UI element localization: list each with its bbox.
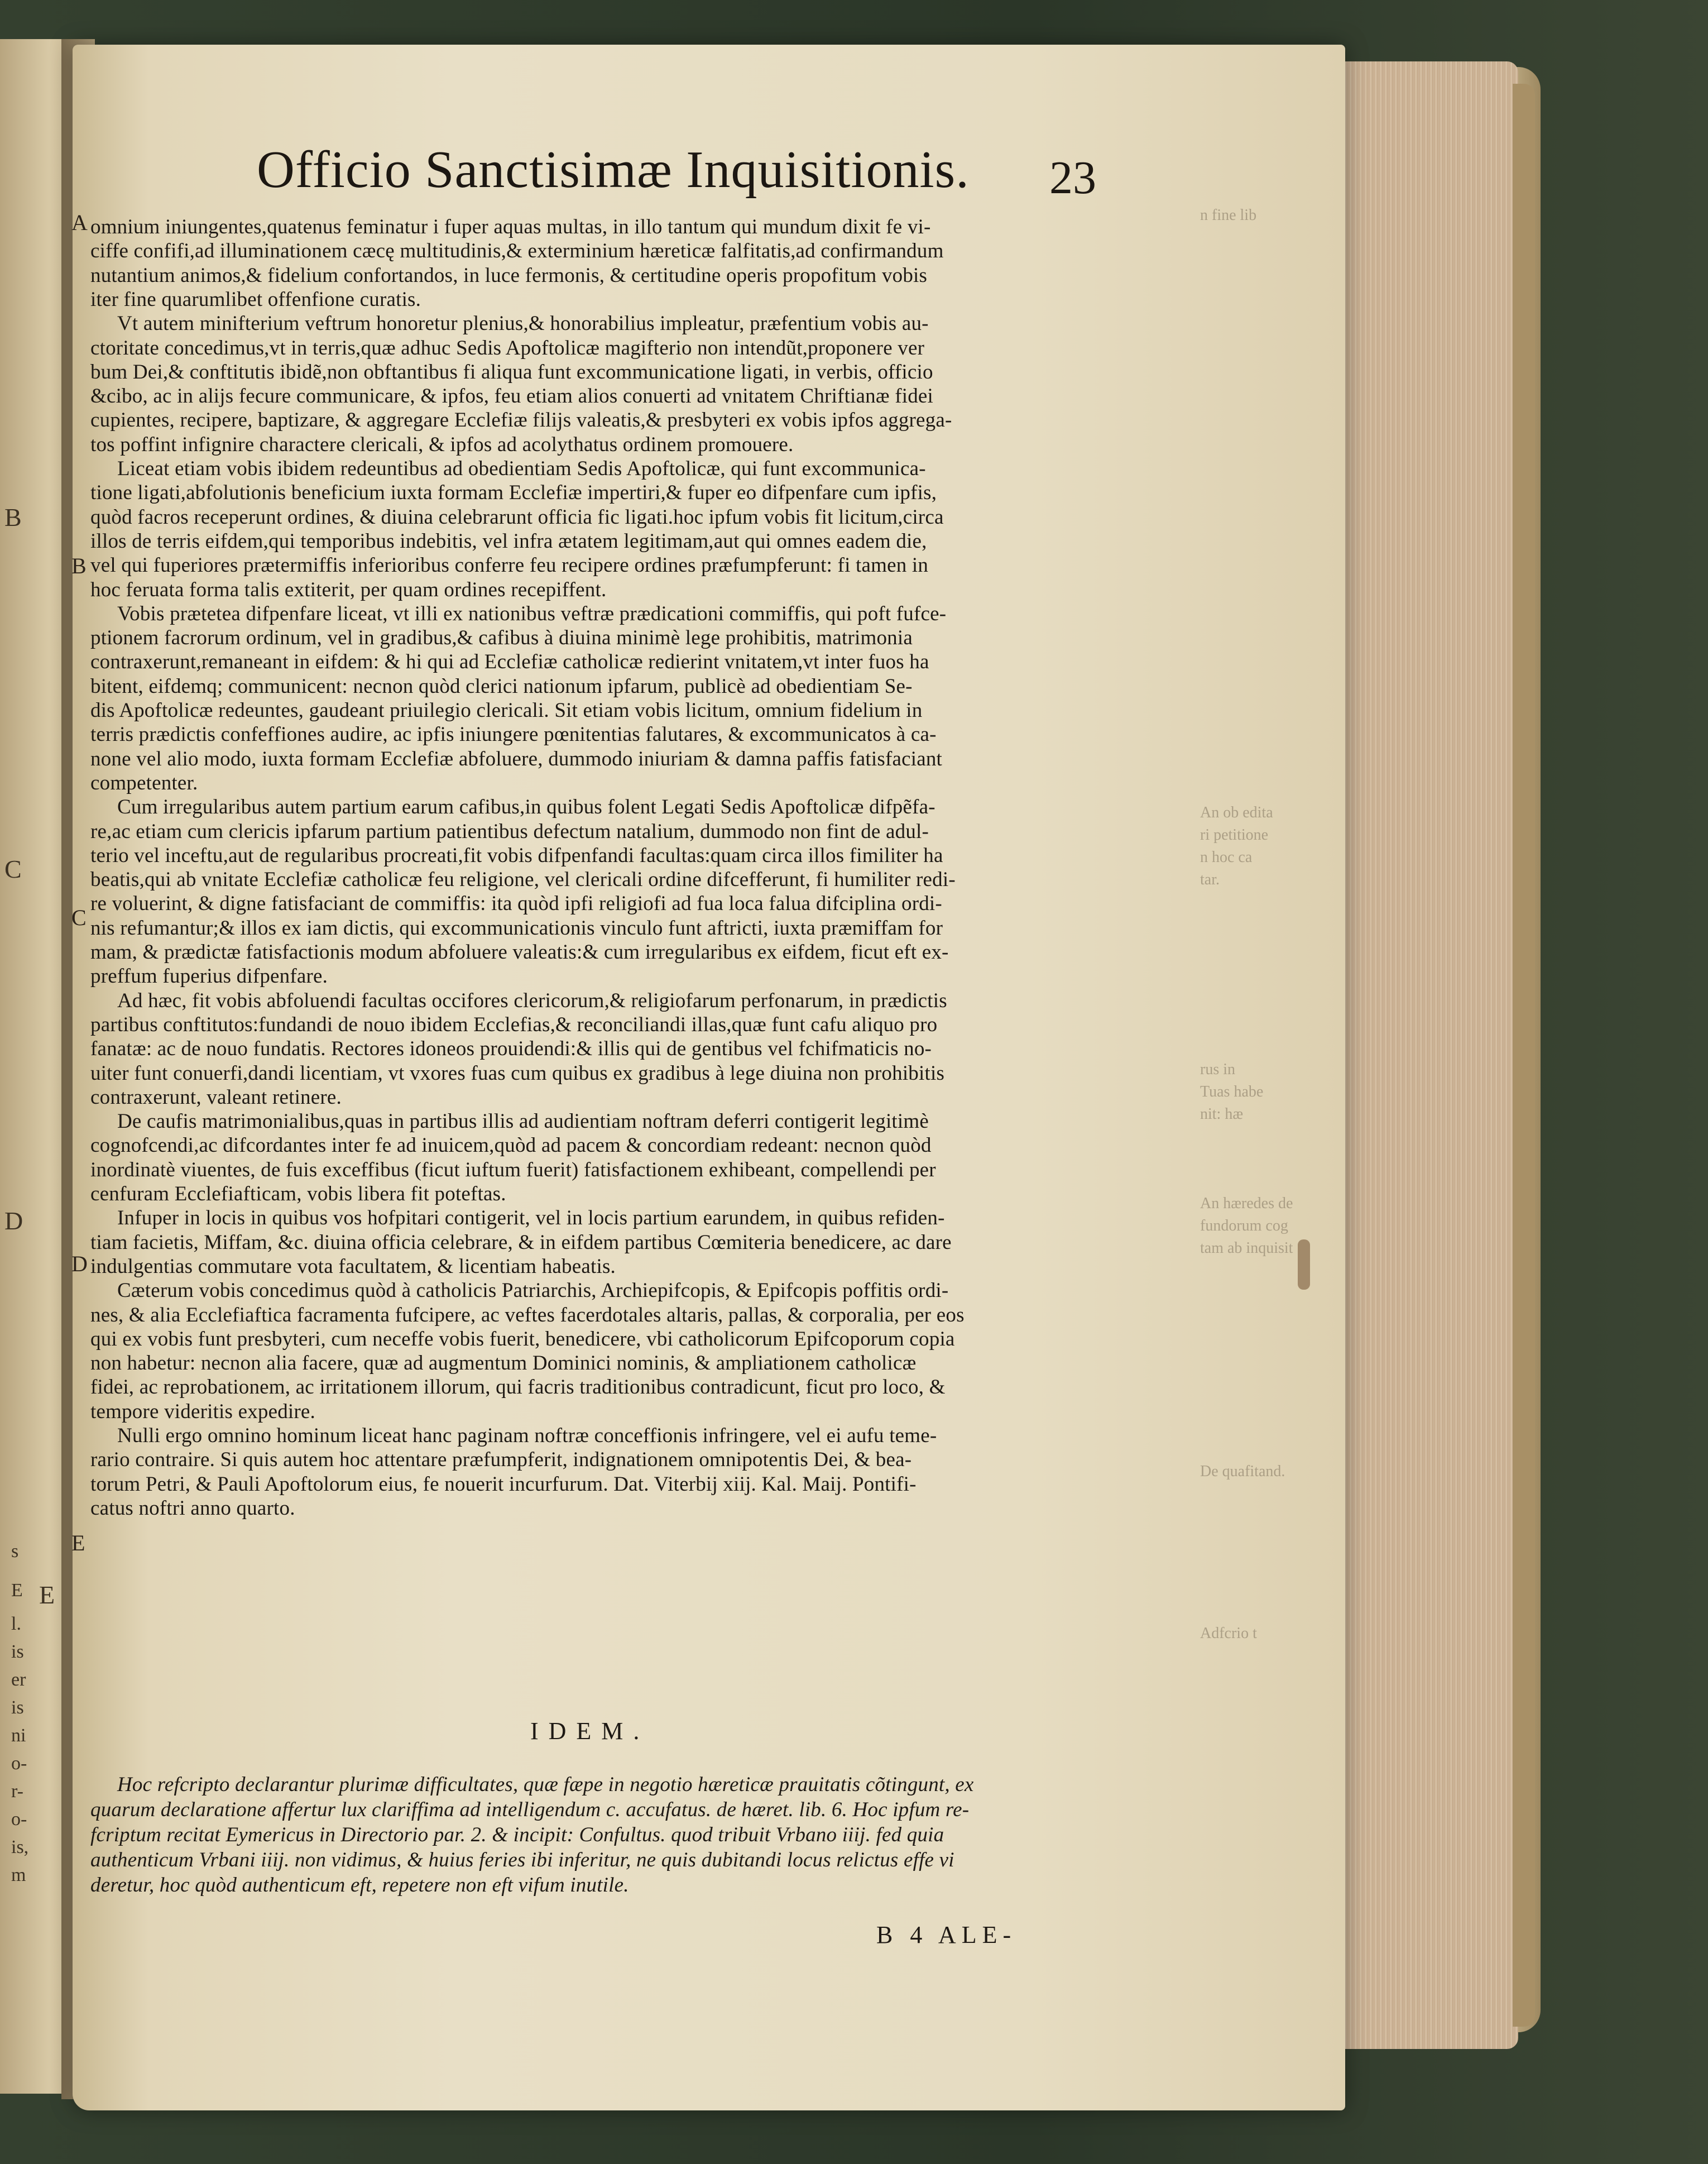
margin-letter: D bbox=[71, 1251, 88, 1276]
body-line: fanatæ: ac de nouo fundatis. Rectores idoneos prouidendi:& illis qui de gentibus vel fchifmaticis no- bbox=[90, 1037, 932, 1061]
body-line: nis refumantur;& illos ex iam dictis, qui excommunicationis vinculo funt aftricti, iuxta præmiffam for bbox=[90, 916, 943, 940]
left-page-letter: er bbox=[11, 1669, 26, 1690]
body-line: contraxerunt,remaneant in eifdem: & hi qui ad Ecclefiæ catholicæ redierint vnitatem,vt inter fuos ha bbox=[90, 650, 929, 674]
body-line: cupientes, recipere, baptizare, & aggregare Ecclefiæ filijs valeatis,& presbyteri ex vobis ipfos aggrega- bbox=[90, 409, 952, 432]
body-line: bitent, eifdemq; communicent: necnon quòd clerici nationum ipfarum, publicè ad obedientiam Se- bbox=[90, 674, 913, 698]
body-line: iter fine quarumlibet offenfione curatis. bbox=[90, 288, 421, 311]
bleed-through-line: tar. bbox=[1200, 871, 1220, 888]
left-page-letter: ni bbox=[11, 1725, 26, 1746]
page-stain bbox=[1298, 1239, 1310, 1290]
italic-line: authenticum Vrbani iiij. non vidimus, & huius feries ibi inferitur, ne quis dubitandi locus relictus effe vi bbox=[90, 1849, 954, 1871]
bleed-through-line: De quafitand. bbox=[1200, 1463, 1285, 1480]
italic-line: quarum declaratione affertur lux clariffima ad intelligendum c. accufatus. de hæret. lib. 6. Hoc ipfum re- bbox=[90, 1798, 970, 1821]
running-head: Officio Sanctisimæ Inquisitionis. bbox=[257, 141, 970, 199]
section-title: IDEM. bbox=[530, 1717, 650, 1745]
bleed-through-line: nit: hæ bbox=[1200, 1105, 1244, 1123]
body-line: mam, & prædictæ fatisfactionis modum abfoluere valeatis:& cum irregularibus ex eifdem, ficut eft ex- bbox=[90, 941, 949, 964]
body-line: Liceat etiam vobis ibidem redeuntibus ad obedientiam Sedis Apoftolicæ, qui funt excommunica- bbox=[117, 457, 926, 480]
body-line: indulgentias commutare vota facultatem, & licentiam habeatis. bbox=[90, 1255, 616, 1278]
italic-line: Hoc refcripto declarantur plurimæ difficultates, quæ fæpe in negotio hæreticæ prauitatis cõtingunt, ex bbox=[117, 1773, 974, 1796]
body-line: hoc feruata forma talis extiterit, per quam ordines recepiffent. bbox=[90, 578, 607, 601]
body-line: non habetur: necnon alia facere, quæ ad augmentum Dominici nominis, & ampliationem catholicæ bbox=[90, 1352, 917, 1375]
body-line: terio vel inceftu,aut de regularibus procreati,fit vobis difpenfandi facultas:quam circa illos fimiliter ha bbox=[90, 844, 943, 867]
margin-letter: A bbox=[71, 210, 88, 235]
body-line: fidei, ac reprobationem, ac irritationem illorum, qui facris traditionibus contradicunt, ficut pro loco, & bbox=[90, 1376, 946, 1399]
body-line: Infuper in locis in quibus vos hofpitari contigerit, vel in locis partium earundem, in quibus refiden- bbox=[117, 1207, 945, 1230]
bleed-through-line: An hæredes de bbox=[1200, 1195, 1293, 1212]
body-line: torum Petri, & Pauli Apoftolorum eius, fe nouerit incurfurum. Dat. Viterbij xiij. Kal. Maij. Pontifi- bbox=[90, 1472, 917, 1496]
margin-letter: B bbox=[71, 553, 87, 578]
italic-line: fcriptum recitat Eymericus in Directorio par. 2. & incipit: Confultus. quod tribuit Vrbano iiij. fed quia bbox=[90, 1823, 944, 1846]
left-page-letter: B bbox=[4, 503, 22, 532]
body-line: ptionem facrorum ordinum, vel in gradibus,& cafibus à diuina minimè lege prohibitis, matrimonia bbox=[90, 626, 913, 650]
left-page-letter: D bbox=[4, 1207, 23, 1235]
bleed-through-line: tam ab inquisit bbox=[1200, 1239, 1293, 1257]
body-line: Nulli ergo omnino hominum liceat hanc paginam noftræ conceffionis infringere, vel ei aufu teme- bbox=[117, 1424, 937, 1447]
body-line: tiam facietis, Miffam, &c. diuina officia celebrare, & in eifdem partibus Cœmiteria benedicere, ac dare bbox=[90, 1231, 952, 1254]
margin-letter: C bbox=[71, 905, 87, 930]
body-line: catus noftri anno quarto. bbox=[90, 1496, 295, 1520]
body-line: Cæterum vobis concedimus quòd à catholicis Patriarchis, Archiepifcopis, & Epifcopis poffitis ordi- bbox=[117, 1279, 949, 1303]
bleed-through-line: n hoc ca bbox=[1200, 849, 1253, 866]
body-line: contraxerunt, valeant retinere. bbox=[90, 1085, 342, 1109]
left-page-letter: is bbox=[11, 1697, 24, 1718]
bleed-through-line: Tuas habe bbox=[1200, 1083, 1264, 1100]
body-line: preffum fuperius difpenfare. bbox=[90, 965, 328, 988]
bleed-through-line: ri petitione bbox=[1200, 826, 1269, 844]
body-line: ciffe confifi,ad illuminationem cæcę multitudinis,& exterminium hæreticæ falfitatis,ad confirmandum bbox=[90, 240, 944, 263]
left-page-letter: l. bbox=[11, 1614, 21, 1634]
left-page-letter: s bbox=[11, 1541, 19, 1562]
left-page-letter: E bbox=[11, 1580, 23, 1601]
margin-letter: E bbox=[71, 1530, 85, 1555]
body-line: omnium iniungentes,quatenus feminatur i fuper aquas multas, in illo tantum qui mundum dixit fe vi- bbox=[90, 216, 931, 238]
body-line: tempore videritis expedire. bbox=[90, 1400, 316, 1423]
body-line: quòd facros receperunt ordines, & diuina celebrarunt officia fic ligati.hoc ipfum vobis fit licitum,circa bbox=[90, 505, 944, 529]
body-line: uiter funt conuerfi,dandi licentiam, vt vxores fuas cum quibus ex gradibus à lege diuina non prohibitis bbox=[90, 1061, 945, 1085]
page-fore-edge bbox=[1317, 61, 1518, 2049]
body-line: bum Dei,& conftitutis ibidẽ,non obftantibus fi aliqua funt excommunicatione ligati, in verbis, officio bbox=[90, 360, 933, 384]
body-line: vel qui fuperiores prætermiffis inferioribus conferre feu recipere ordines præfumpferunt: fi tamen in bbox=[90, 554, 929, 577]
body-line: tos poffint infignire charactere clericali, & ipfos ad acolythatus ordinem promouere. bbox=[90, 433, 794, 456]
body-line: ctoritate concedimus,vt in terris,quæ adhuc Sedis Apoftolicæ magifterio non intendũt,proponere ver bbox=[90, 336, 925, 360]
body-line: &cibo, ac in alijs fecure communicare, & ipfos, feu etiam alios conuerti ad vnitatem Chriftianæ fidei bbox=[90, 385, 933, 408]
left-page-letter: E bbox=[39, 1581, 55, 1609]
body-line: terris prædictis confeffiones audire, ac ipfis iniungere pœnitentias falutares, & excommunicatos à ca- bbox=[90, 723, 937, 746]
body-line: re voluerint, & digne fatisfaciant de commiffis: ita quòd ipfi religiofi ad fua loca falua difciplina ordi- bbox=[90, 892, 942, 916]
body-line: nutantium animos,& fidelium confortandos, in luce fermonis, & certitudine operis propofitum vobis bbox=[90, 264, 928, 287]
body-line: cognofcendi,ac difcordantes inter fe ad inuicem,quòd ad pacem & concordiam redeant: necnon quòd bbox=[90, 1134, 932, 1157]
body-line: inordinatè viuentes, de fuis exceffibus (ficut iuftum fuerit) fatisfactionem exhibeant, compellendi per bbox=[90, 1158, 936, 1181]
body-line: Cum irregularibus autem partium earum cafibus,in quibus folent Legati Sedis Apoftolicæ difpẽfa- bbox=[117, 796, 935, 819]
bleed-through-line: Adfcrio t bbox=[1200, 1625, 1257, 1642]
left-page-letter: is, bbox=[11, 1837, 29, 1857]
left-page-letter: is bbox=[11, 1641, 24, 1662]
left-page-letter: m bbox=[11, 1865, 26, 1885]
body-line: cenfuram Ecclefiafticam, vobis libera fit poteftas. bbox=[90, 1182, 506, 1205]
body-line: re,ac etiam cum clericis ipfarum partium patientibus defectum natalium, dummodo non fint de adul- bbox=[90, 820, 929, 843]
body-line: rario contraire. Si quis autem hoc attentare præfumpferit, indignationem omnipotentis Dei, & bea- bbox=[90, 1448, 912, 1472]
bleed-through-line: fundorum cog bbox=[1200, 1217, 1288, 1234]
body-line: illos de terris eifdem,qui temporibus indebitis, vel infra ætatem legitimam,aut qui omnes eadem die, bbox=[90, 529, 927, 553]
body-line: Ad hæc, fit vobis abfoluendi facultas occifores clericorum,& religiofarum perfonarum, in prædictis bbox=[117, 989, 947, 1012]
left-page-letter: r- bbox=[11, 1781, 23, 1802]
body-line: De caufis matrimonialibus,quas in partibus illis ad audientiam noftram deferri contigerit legitimè bbox=[117, 1110, 929, 1133]
signature-catchword: B 4 ALE- bbox=[876, 1921, 1017, 1948]
bleed-through-line: n fine lib bbox=[1200, 207, 1257, 224]
body-line: Vt autem minifterium veftrum honoretur plenius,& honorabilius impleatur, præfentium vobis au- bbox=[117, 312, 929, 336]
bleed-through-line: rus in bbox=[1200, 1061, 1235, 1078]
body-line: dis Apoftolicæ redeuntes, gaudeant priuilegio clericali. Sit etiam vobis licitum, omnium fidelium in bbox=[90, 699, 923, 722]
body-line: competenter. bbox=[90, 771, 198, 794]
body-line: none vel alio modo, iuxta formam Ecclefiæ abfoluere, dummodo iniuriam & damna paffis fatisfaciant bbox=[90, 747, 943, 770]
body-line: nes, & alia Ecclefiaftica facramenta fufcipere, ac veftes facerdotales altaris, pallas, & corporalia, per eos bbox=[90, 1303, 965, 1327]
left-page-letter: o- bbox=[11, 1753, 27, 1774]
body-line: beatis,qui ab vnitate Ecclefiæ catholicæ feu religione, vel clericali ordine difcefferunt, fi humiliter redi- bbox=[90, 868, 956, 892]
italic-line: deretur, hoc quòd authenticum eft, repetere non eft vifum inutile. bbox=[90, 1874, 629, 1897]
bleed-through-line: An ob edita bbox=[1200, 804, 1273, 821]
body-line: qui ex vobis funt presbyteri, cum neceffe vobis fuerit, benedicere, vbi catholicorum Epifcoporum copia bbox=[90, 1327, 955, 1351]
page-number: 23 bbox=[1049, 152, 1096, 204]
body-line: Vobis prætetea difpenfare liceat, vt illi ex nationibus veftræ prædicationi commiffis, qui poft fufce- bbox=[117, 602, 947, 625]
left-page-letter: C bbox=[4, 855, 22, 883]
body-line: partibus conftitutos:fundandi de nouo ibidem Ecclefias,& reconciliandi illas,quæ funt cafu aliquo pro bbox=[90, 1013, 938, 1036]
body-line: tione ligati,abfolutionis beneficium iuxta formam Ecclefiæ impertiri,& fuper eo difpenfare cum ipfis, bbox=[90, 481, 937, 505]
left-page-letter: o- bbox=[11, 1809, 27, 1830]
